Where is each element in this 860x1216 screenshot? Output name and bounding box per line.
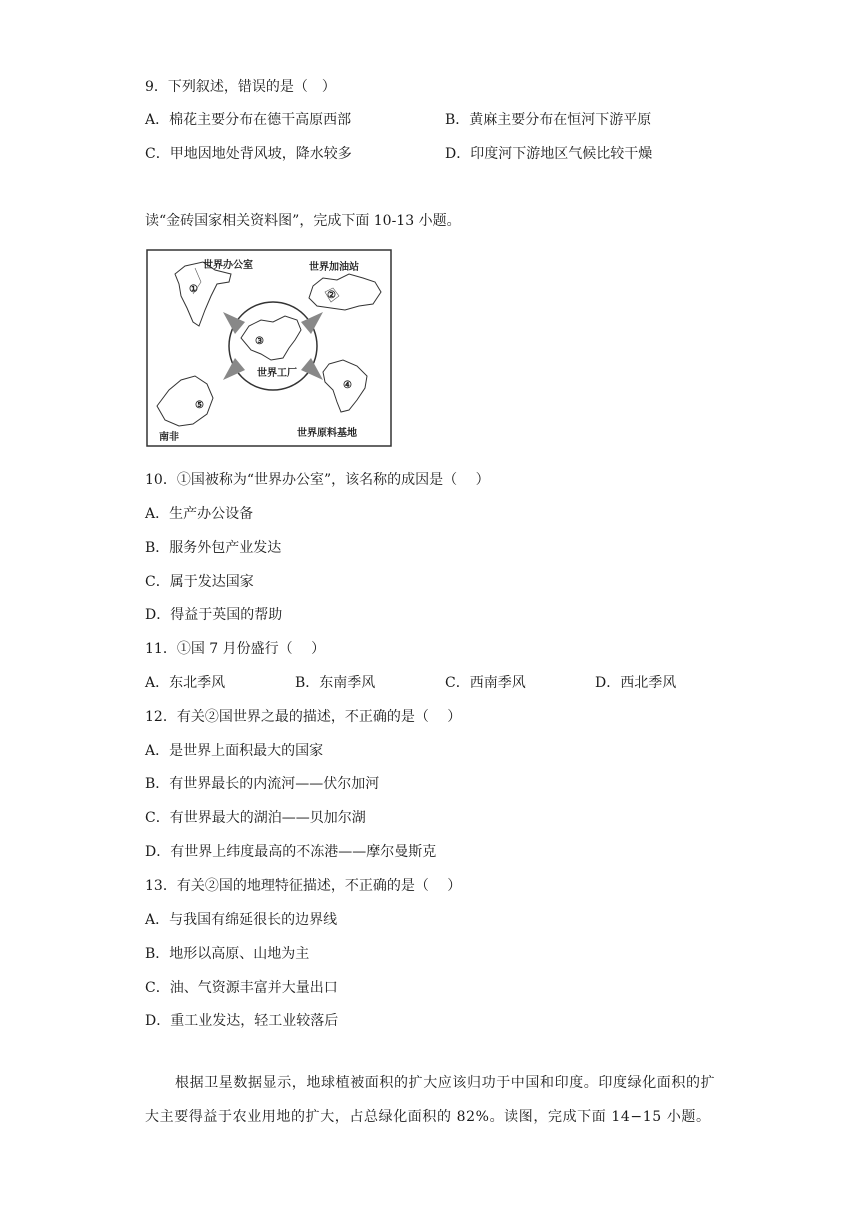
q11-option-d: D．西北季风 bbox=[595, 675, 677, 691]
marker-4: ④ bbox=[343, 380, 352, 391]
q13-option-a: A．与我国有绵延很长的边界线 bbox=[145, 912, 338, 928]
brics-map-svg bbox=[145, 248, 393, 448]
q9-option-d: D．印度河下游地区气候比较干燥 bbox=[445, 146, 653, 162]
q10-option-c: C．属于发达国家 bbox=[145, 574, 254, 590]
q9-option-b: B．黄麻主要分布在恒河下游平原 bbox=[445, 112, 652, 128]
label-world-raw-base: 世界原料基地 bbox=[297, 428, 357, 439]
q11-option-c: C．西南季风 bbox=[445, 675, 526, 691]
q12-option-c: C．有世界最大的湖泊——贝加尔湖 bbox=[145, 810, 366, 826]
q11-option-a: A．东北季风 bbox=[145, 675, 226, 691]
label-world-office: 世界办公室 bbox=[203, 260, 253, 271]
label-south-africa: 南非 bbox=[159, 432, 179, 443]
q12-stem: 12．有关②国世界之最的描述，不正确的是（ ） bbox=[145, 709, 462, 725]
q10-stem: 10．①国被称为“世界办公室”，该名称的成因是（ ） bbox=[145, 472, 490, 488]
q9-stem: 9．下列叙述，错误的是（ ） bbox=[145, 79, 336, 95]
paragraph-14-15-text: 根据卫星数据显示，地球植被面积的扩大应该归功于中国和印度。印度绿化面积的扩大主要得益于农业用地的扩大，占总绿化面积的 82%。读图，完成下面 14−15 小题。 bbox=[145, 1075, 716, 1125]
marker-5: ⑤ bbox=[195, 400, 204, 411]
brics-figure bbox=[145, 248, 393, 448]
q13-option-b: B．地形以高原、山地为主 bbox=[145, 946, 310, 962]
marker-1: ① bbox=[189, 284, 198, 295]
q9-option-c: C．甲地因地处背风坡，降水较多 bbox=[145, 146, 352, 162]
label-world-gas-station: 世界加油站 bbox=[309, 262, 359, 273]
q9-option-a: A．棉花主要分布在德干高原西部 bbox=[145, 112, 352, 128]
q13-stem: 13．有关②国的地理特征描述，不正确的是（ ） bbox=[145, 878, 462, 894]
q10-option-b: B．服务外包产业发达 bbox=[145, 540, 282, 556]
label-world-factory: 世界工厂 bbox=[257, 368, 297, 379]
q11-stem: 11．①国 7 月份盛行（ ） bbox=[145, 641, 326, 657]
q10-option-a: A．生产办公设备 bbox=[145, 506, 254, 522]
q13-option-c: C．油、气资源丰富并大量出口 bbox=[145, 980, 338, 996]
paragraph-14-15 bbox=[145, 1066, 725, 1134]
q13-option-d: D．重工业发达，轻工业较落后 bbox=[145, 1013, 339, 1029]
q10-option-d: D．得益于英国的帮助 bbox=[145, 607, 283, 623]
intro-10-13: 读“金砖国家相关资料图”，完成下面 10-13 小题。 bbox=[145, 213, 461, 229]
marker-3: ③ bbox=[255, 336, 264, 347]
q12-option-b: B．有世界最长的内流河——伏尔加河 bbox=[145, 776, 380, 792]
q11-option-b: B．东南季风 bbox=[295, 675, 376, 691]
marker-2: ② bbox=[327, 290, 336, 301]
q12-option-a: A．是世界上面积最大的国家 bbox=[145, 743, 324, 759]
q12-option-d: D．有世界上纬度最高的不冻港——摩尔曼斯克 bbox=[145, 844, 437, 860]
